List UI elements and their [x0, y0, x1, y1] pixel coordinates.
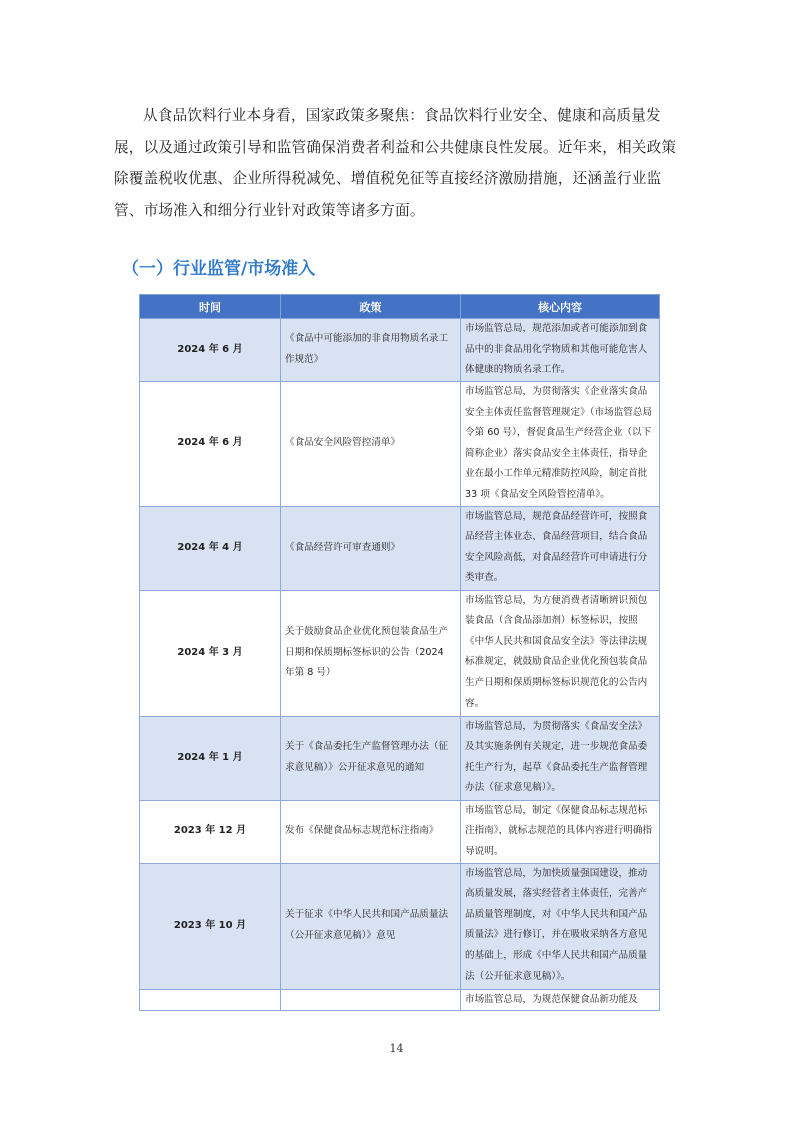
row-policy: 发布《保健食品标志规范标注指南》 [281, 800, 461, 863]
table-row [140, 716, 660, 800]
header-date: 时间 [140, 295, 281, 319]
row-date [140, 989, 281, 1011]
table-row [140, 590, 660, 716]
table-row [140, 989, 660, 1011]
row-policy [281, 989, 461, 1011]
table-header-row [140, 295, 660, 319]
row-date: 2024 年 1 月 [140, 716, 281, 800]
row-content: 市场监管总局，规范食品经营许可，按照食品经营主体业态、食品经营项目，结合食品安全风险高低，对食品经营许可申请进行分类审查。 [461, 506, 660, 590]
row-date: 2023 年 10 月 [140, 863, 281, 989]
policy-table [139, 294, 660, 1011]
row-content: 市场监管总局，为贯彻落实《企业落实食品安全主体责任监督管理规定》（市场监管总局令第 60 号），督促食品生产经营企业（以下简称企业）落实食品安全主体责任，指导企业在最小工作单元精准防控风险，制定首批 33 项《食品安全风险管控清单》。 [461, 382, 660, 507]
row-date: 2024 年 6 月 [140, 319, 281, 382]
row-date: 2024 年 6 月 [140, 382, 281, 507]
row-policy: 关于《食品委托生产监督管理办法（征求意见稿）》公开征求意见的通知 [281, 716, 461, 800]
row-policy: 《食品经营许可审查通则》 [281, 506, 461, 590]
row-policy: 关于鼓励食品企业优化预包装食品生产日期和保质期标签标识的公告（2024 年第 8 号） [281, 590, 461, 716]
row-date: 2023 年 12 月 [140, 800, 281, 863]
section-title: （一）行业监管/市场准入 [122, 259, 316, 279]
row-policy: 《食品安全风险管控清单》 [281, 382, 461, 507]
header-content: 核心内容 [461, 295, 660, 319]
row-date: 2024 年 3 月 [140, 590, 281, 716]
row-date: 2024 年 4 月 [140, 506, 281, 590]
row-content: 市场监管总局，为方便消费者清晰辨识预包装食品（含食品添加剂）标签标识，按照《中华人民共和国食品安全法》等法律法规标准规定，就鼓励食品企业优化预包装食品生产日期和保质期标签标识规范化的公告内容。 [461, 590, 660, 716]
table-row [140, 800, 660, 863]
table-row [140, 863, 660, 989]
table-row [140, 506, 660, 590]
table-row [140, 319, 660, 382]
row-content: 市场监管总局，为规范保健食品新功能及 [461, 989, 660, 1011]
row-content: 市场监管总局，规范添加或者可能添加到食品中的非食品用化学物质和其他可能危害人体健康的物质名录工作。 [461, 319, 660, 382]
intro-paragraph: 从食品饮料行业本身看，国家政策多聚焦：食品饮料行业安全、健康和高质量发展，以及通过政策引导和监管确保消费者利益和公共健康良性发展。近年来，相关政策除覆盖税收优惠、企业所得税减免、增值税免征等直接经济激励措施，还涵盖行业监管、市场准入和细分行业针对政策等诸多方面。 [114, 107, 677, 219]
table-row [140, 382, 660, 507]
row-content: 市场监管总局，制定《保健食品标志规范标注指南》，就标志规范的具体内容进行明确指导说明。 [461, 800, 660, 863]
row-content: 市场监管总局，为加快质量强国建设，推动高质量发展，落实经营者主体责任，完善产品质量管理制度，对《中华人民共和国产品质量法》进行修订，并在吸收采纳各方意见的基础上，形成《中华人民共和国产品质量法（公开征求意见稿）》。 [461, 863, 660, 989]
page-number: 14 [389, 1042, 404, 1055]
row-policy: 关于征求《中华人民共和国产品质量法（公开征求意见稿）》意见 [281, 863, 461, 989]
row-content: 市场监管总局，为贯彻落实《食品安全法》及其实施条例有关规定，进一步规范食品委托生产行为，起草《食品委托生产监督管理办法（征求意见稿）》。 [461, 716, 660, 800]
row-policy: 《食品中可能添加的非食用物质名录工作规范》 [281, 319, 461, 382]
header-policy: 政策 [281, 295, 461, 319]
